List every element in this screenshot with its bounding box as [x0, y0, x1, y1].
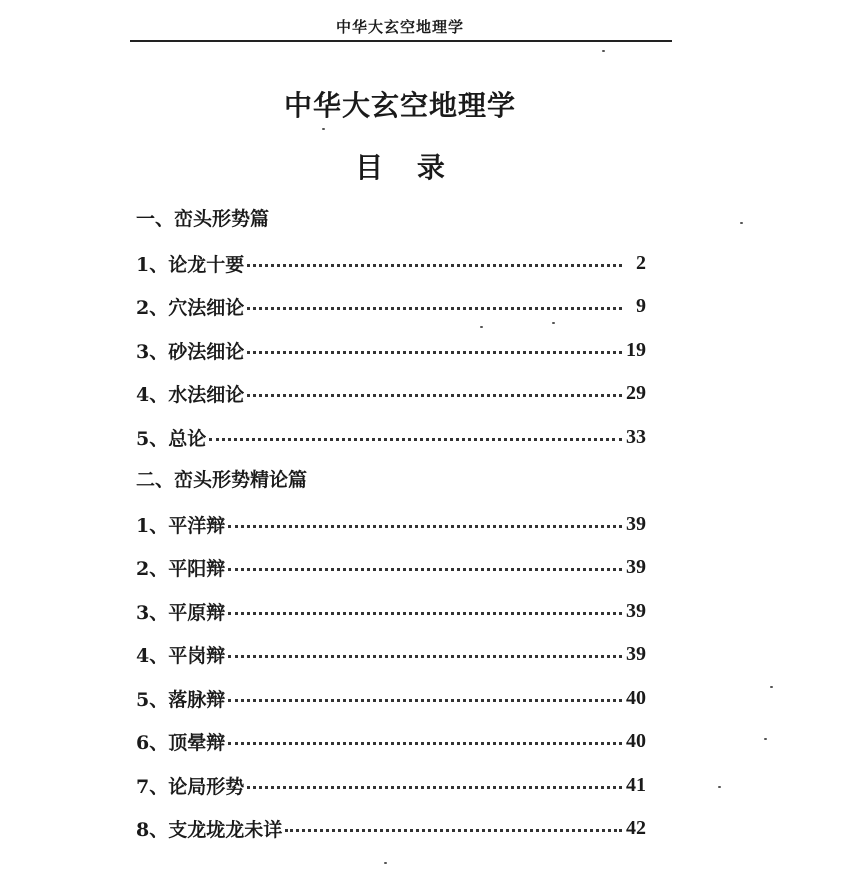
entry-title: 4、平岗辩: [136, 645, 226, 668]
toc-title: 目 录: [355, 151, 457, 184]
toc-entry[interactable]: [136, 285, 646, 329]
entry-title: 2、平阳辩: [136, 558, 226, 581]
entry-title: 7、论局形势: [136, 775, 245, 798]
entry-page-number: 33: [626, 425, 646, 448]
entry-page-number: 42: [626, 817, 646, 840]
dot-leader: [247, 394, 622, 397]
entry-page-number: 39: [626, 643, 646, 666]
running-head: 中华大玄空地理学: [335, 18, 464, 36]
toc-entry[interactable]: [136, 590, 646, 634]
toc-entry[interactable]: [136, 807, 646, 851]
entry-title: 3、砂法细论: [136, 340, 245, 363]
dot-leader: [247, 307, 622, 310]
scan-speck: [740, 222, 743, 224]
entry-title: 1、论龙十要: [136, 253, 245, 276]
toc-entry[interactable]: [136, 546, 646, 590]
toc-entry[interactable]: [136, 764, 646, 808]
entry-page-number: 39: [626, 512, 646, 535]
scan-speck: [718, 786, 721, 788]
dot-leader: [228, 525, 622, 528]
scan-speck: [552, 322, 555, 324]
section-heading: 一、峦头形势篇: [136, 208, 270, 230]
dot-leader: [285, 829, 622, 832]
entry-page-number: 9: [636, 295, 646, 318]
scan-speck: [764, 738, 767, 740]
dot-leader: [228, 612, 622, 615]
entry-title: 5、总论: [136, 427, 207, 450]
table-of-contents: [136, 198, 646, 851]
dot-leader: [247, 786, 622, 789]
entry-page-number: 40: [626, 686, 646, 709]
toc-entry[interactable]: [136, 416, 646, 460]
entry-page-number: 39: [626, 599, 646, 622]
dot-leader: [228, 655, 622, 658]
header-rule: [130, 40, 672, 42]
entry-title: 4、水法细论: [136, 384, 245, 407]
toc-entry[interactable]: [136, 633, 646, 677]
scan-speck: [480, 326, 483, 328]
scan-speck: [770, 686, 773, 688]
scan-speck: [322, 128, 325, 130]
entry-page-number: 2: [636, 251, 646, 274]
dot-leader: [228, 742, 622, 745]
entry-page-number: 41: [626, 773, 646, 796]
dot-leader: [247, 351, 622, 354]
dot-leader: [228, 568, 622, 571]
toc-entry[interactable]: [136, 677, 646, 721]
entry-page-number: 40: [626, 730, 646, 753]
book-title: 中华大玄空地理学: [283, 89, 516, 122]
entry-title: 8、支龙垅龙未详: [136, 819, 283, 842]
entry-title: 5、落脉辩: [136, 688, 226, 711]
entry-page-number: 19: [626, 338, 646, 361]
scan-speck: [384, 862, 387, 864]
dot-leader: [228, 699, 622, 702]
toc-entry[interactable]: [136, 720, 646, 764]
entry-title: 2、穴法细论: [136, 297, 245, 320]
entry-title: 3、平原辩: [136, 601, 226, 624]
entry-page-number: 39: [626, 556, 646, 579]
entry-title: 6、顶晕辩: [136, 732, 226, 755]
toc-entry[interactable]: [136, 503, 646, 547]
toc-entry[interactable]: [136, 372, 646, 416]
entry-page-number: 29: [626, 382, 646, 405]
scan-speck: [602, 50, 605, 52]
dot-leader: [247, 264, 622, 267]
toc-entry[interactable]: [136, 329, 646, 373]
dot-leader: [209, 438, 622, 441]
section-heading: 二、峦头形势精论篇: [136, 469, 308, 491]
entry-title: 1、平洋辩: [136, 514, 226, 537]
toc-entry[interactable]: [136, 242, 646, 286]
